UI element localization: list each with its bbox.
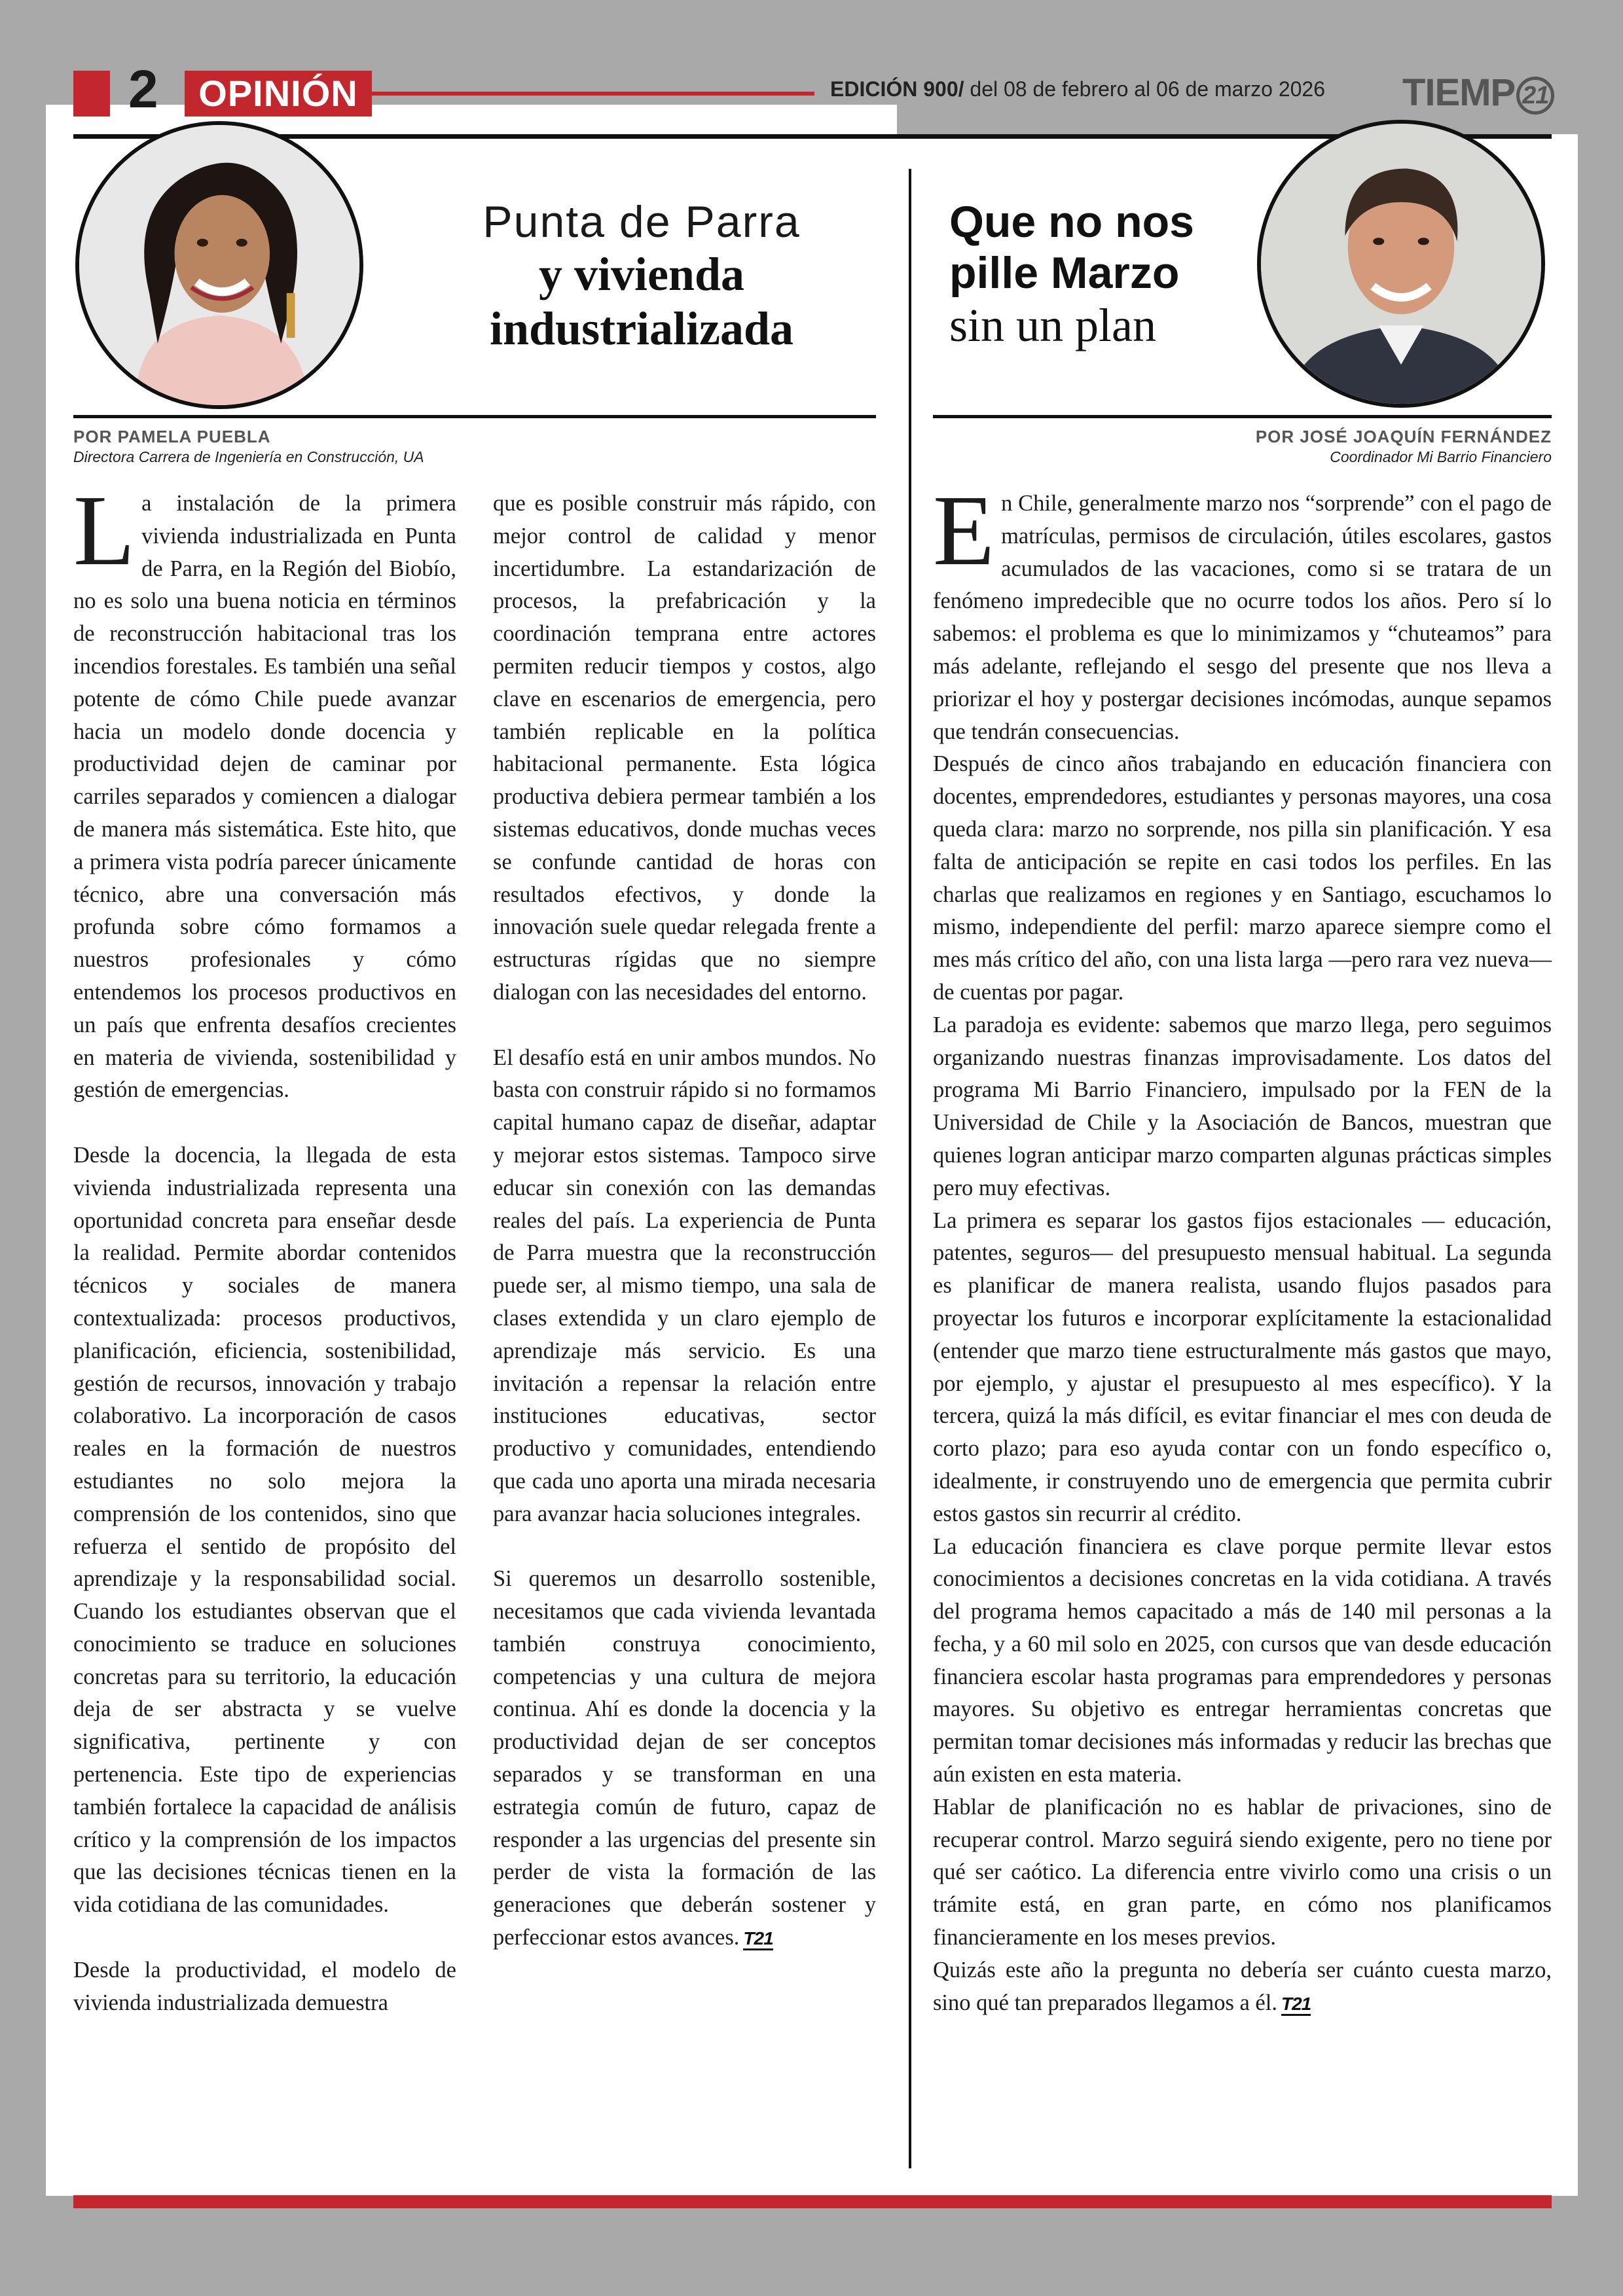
left-author-name: POR PAMELA PUEBLA bbox=[73, 427, 271, 446]
logo-text: TIEMP bbox=[1402, 71, 1516, 114]
page-number: 2 bbox=[128, 60, 158, 119]
right-byline bbox=[1256, 427, 1552, 466]
right-title-line3: sin un plan bbox=[949, 299, 1156, 351]
left-title-rule bbox=[73, 415, 876, 418]
paragraph-text: Quizás este año la pregunta no debería ser cuánto cuesta marzo, sino qué tan preparados llegamos a él. bbox=[933, 1957, 1552, 2015]
paragraph: La primera es separar los gastos fijos estacionales — educación, patentes, seguros— del presupuesto mensual habitual. La segunda es planificar de manera realista, usando flujos pasados para proyectar los futuros e incorporar explícitamente la estacionalidad (entender que marzo tiene estructuralmente más gastos que mayo, por ejemplo, y ajustar el presupuesto al mes específico). Y la tercera, quizá la más difícil, es evitar financiar el mes con deuda de corto plazo; para eso ayuda contar con un fondo específico o, idealmente, ir construyendo uno de emergencia que permita cubrir estos gastos sin recurrir al crédito. bbox=[933, 1208, 1552, 1526]
paragraph: que es posible construir más rápido, con mejor control de calidad y menor incertidumbre. La estandarización de procesos, la prefabricación y la coordinación temprana entre actores permiten reducir tiempos y costos, algo clave en escenarios de emergencia, pero también replicable en la política habitacional permanente. Esta lógica productiva debiera permear también a los sistemas educativos, donde muchas veces se confunde cantidad de horas con resultados efectivos, y donde la innovación suele quedar relegada frente a estructuras rígidas que no siempre dialogan con las necesidades del entorno. bbox=[493, 491, 876, 1005]
edition-label: EDICIÓN 900/ bbox=[830, 77, 964, 101]
paragraph-text: a instalación de la primera vivienda industrializada en Punta de Parra, en la Región del Biobío, no es solo una buena noticia en términos de reconstrucción habitacional tras los incendios forestales. Es también una señal potente de cómo Chile puede avanzar hacia un modelo donde docencia y productividad dejen de caminar por carriles separados y comiencen a dialogar de manera más sistemática. Este hito, que a primera vista podría parecer únicamente técnico, abre una conversación más profunda sobre cómo formamos a nuestros profesionales y cómo entendemos los procesos productivos en un país que enfrenta desafíos crecientes en materia de vivienda, sostenibilidad y gestión de emergencias. bbox=[73, 491, 456, 1103]
right-author-role: Coordinador Mi Barrio Financiero bbox=[1330, 448, 1552, 465]
logo-badge: 21 bbox=[1516, 77, 1554, 115]
left-title-line1: Punta de Parra bbox=[483, 197, 801, 247]
end-mark-logo: T21 bbox=[743, 1929, 773, 1950]
paragraph: Desde la docencia, la llegada de esta vivienda industrializada representa una oportunidad concreta para enseñar desde la realidad. Permite abordar contenidos técnicos y sociales de manera contextualizada: procesos productivos, planificación, eficiencia, sostenibilidad, gestión de recursos, innovación y trabajo colaborativo. La incorporación de casos reales en la formación de nuestros estudiantes no solo mejora la comprensión de los contenidos, sino que refuerza el sentido de propósito del aprendizaje y la responsabilidad social. Cuando los estudiantes observan que el conocimiento se traduce en soluciones concretas para su territorio, la educación deja de ser abstracta y se vuelve significativa, pertinente y con pertenencia. Este tipo de experiencias también fortalece la capacidad de análisis crítico y la comprensión de los impactos que las decisiones técnicas tienen en la vida cotidiana de las comunidades. bbox=[73, 1142, 456, 1918]
paragraph: El desafío está en unir ambos mundos. No basta con construir rápido si no formamos capital humano capaz de diseñar, adaptar y mejorar estos sistemas. Tampoco sirve educar sin conexión con las demandas reales del país. La experiencia de Punta de Parra muestra que la reconstrucción puede ser, al mismo tiempo, una sala de clases extendida y un claro ejemplo de aprendizaje más servicio. Es una invitación a repensar la relación entre instituciones educativas, sector productivo y comunidades, entendiendo que cada uno aporta una mirada necesaria para avanzar hacia soluciones integrales. bbox=[493, 1045, 876, 1526]
left-article-title bbox=[432, 196, 851, 356]
author-portrait-left bbox=[75, 121, 363, 409]
drop-cap: L bbox=[73, 475, 136, 586]
paragraph-text: n Chile, generalmente marzo nos “sorprende” con el pago de matrículas, permisos de circulación, útiles escolares, gastos acumulados de las vacaciones, como si se tratara de un fenómeno impredecible que no ocurre todos los años. Pero sí lo sabemos: el problema es que lo minimizamos y “chuteamos” para más adelante, reflejando el sesgo del presente que nos lleva a priorizar el hoy y postergar decisiones incómodas, aunque sepamos que tendrán consecuencias. bbox=[933, 491, 1552, 744]
right-title-line2: pille Marzo bbox=[949, 248, 1180, 298]
paragraph bbox=[73, 475, 456, 1107]
paragraph: La educación financiera es clave porque permite llevar estos conocimientos a decisiones concretas en la vida cotidiana. A través del programa hemos capacitado a más de 140 mil personas a la fecha, y a 60 mil solo en 2025, con cursos que van desde educación financiera escolar hasta programas para emprendedores y personas mayores. Su objetivo es entregar herramientas concretas que permitan tomar decisiones más informadas y reducir las brechas que aún existen en esta materia. bbox=[933, 1534, 1552, 1787]
left-title-line3: industrializada bbox=[489, 302, 794, 355]
end-mark-logo: T21 bbox=[1281, 1994, 1311, 2016]
paragraph: Después de cinco años trabajando en educación financiera con docentes, emprendedores, estudiantes y personas mayores, una cosa queda clara: marzo no sorprende, nos pilla sin planificación. Y esa falta de anticipación se repite en casi todos los perfiles. En las charlas que realizamos en regiones y en Santiago, escuchamos lo mismo, independiente del perfil: marzo aparece siempre como el mes más crítico del año, con una lista larga —pero rara vez nueva— de cuentas por pagar. bbox=[933, 751, 1552, 1005]
right-author-name: POR JOSÉ JOAQUÍN FERNÁNDEZ bbox=[1255, 427, 1552, 446]
left-article-column-1 bbox=[73, 475, 456, 2019]
left-byline bbox=[73, 427, 424, 466]
newspaper-logo bbox=[1402, 71, 1554, 115]
section-label: OPINIÓN bbox=[185, 71, 372, 117]
right-article-column bbox=[933, 475, 1552, 2019]
paragraph-text: Si queremos un desarrollo sostenible, necesitamos que cada vivienda levantada también construya conocimiento, competencias y una cultura de mejora continua. Ahí es donde la docencia y la productividad dejan de ser conceptos separados y se transforman en una estrategia común de futuro, capaz de responder a las urgencias del presente sin perder de vista la formación de las generaciones que deberán sostener y perfeccionar estos avances. bbox=[493, 1566, 876, 1950]
right-title-line1: Que no nos bbox=[949, 197, 1194, 247]
left-article-column-2 bbox=[493, 488, 876, 1954]
paragraph: La paradoja es evidente: sabemos que marzo llega, pero seguimos organizando nuestras finanzas improvisadamente. Los datos del programa Mi Barrio Financiero, impulsado por la FEN de la Universidad de Chile y la Asociación de Bancos, muestran que quienes logran anticipar marzo comparten algunas prácticas simples pero muy efectivas. bbox=[933, 1012, 1552, 1200]
paragraph bbox=[933, 475, 1552, 748]
left-title-line2: y vivienda bbox=[538, 248, 745, 300]
edition-dates: del 08 de febrero al 06 de marzo 2026 bbox=[964, 77, 1325, 101]
drop-cap: E bbox=[933, 475, 995, 586]
header-red-block bbox=[73, 71, 110, 117]
bottom-bar bbox=[73, 2195, 1552, 2208]
author-portrait-right bbox=[1257, 120, 1545, 408]
edition-info bbox=[830, 77, 1325, 101]
column-divider bbox=[909, 169, 911, 2168]
paragraph: Desde la productividad, el modelo de vivienda industrializada demuestra bbox=[73, 1957, 456, 2015]
paragraph: Hablar de planificación no es hablar de privaciones, sino de recuperar control. Marzo seguirá siendo exigente, pero no tiene por qué ser caótico. La diferencia entre vivirlo como una crisis o un trámite está, en gran parte, en cómo nos planificamos financieramente en los meses previos. bbox=[933, 1794, 1552, 1950]
right-title-rule bbox=[933, 415, 1552, 418]
paragraph bbox=[493, 1563, 876, 1954]
left-author-role: Directora Carrera de Ingeniería en Construcción, UA bbox=[73, 448, 424, 465]
header-rule bbox=[372, 92, 814, 96]
right-article-title bbox=[949, 196, 1237, 353]
paragraph bbox=[933, 1954, 1552, 2020]
